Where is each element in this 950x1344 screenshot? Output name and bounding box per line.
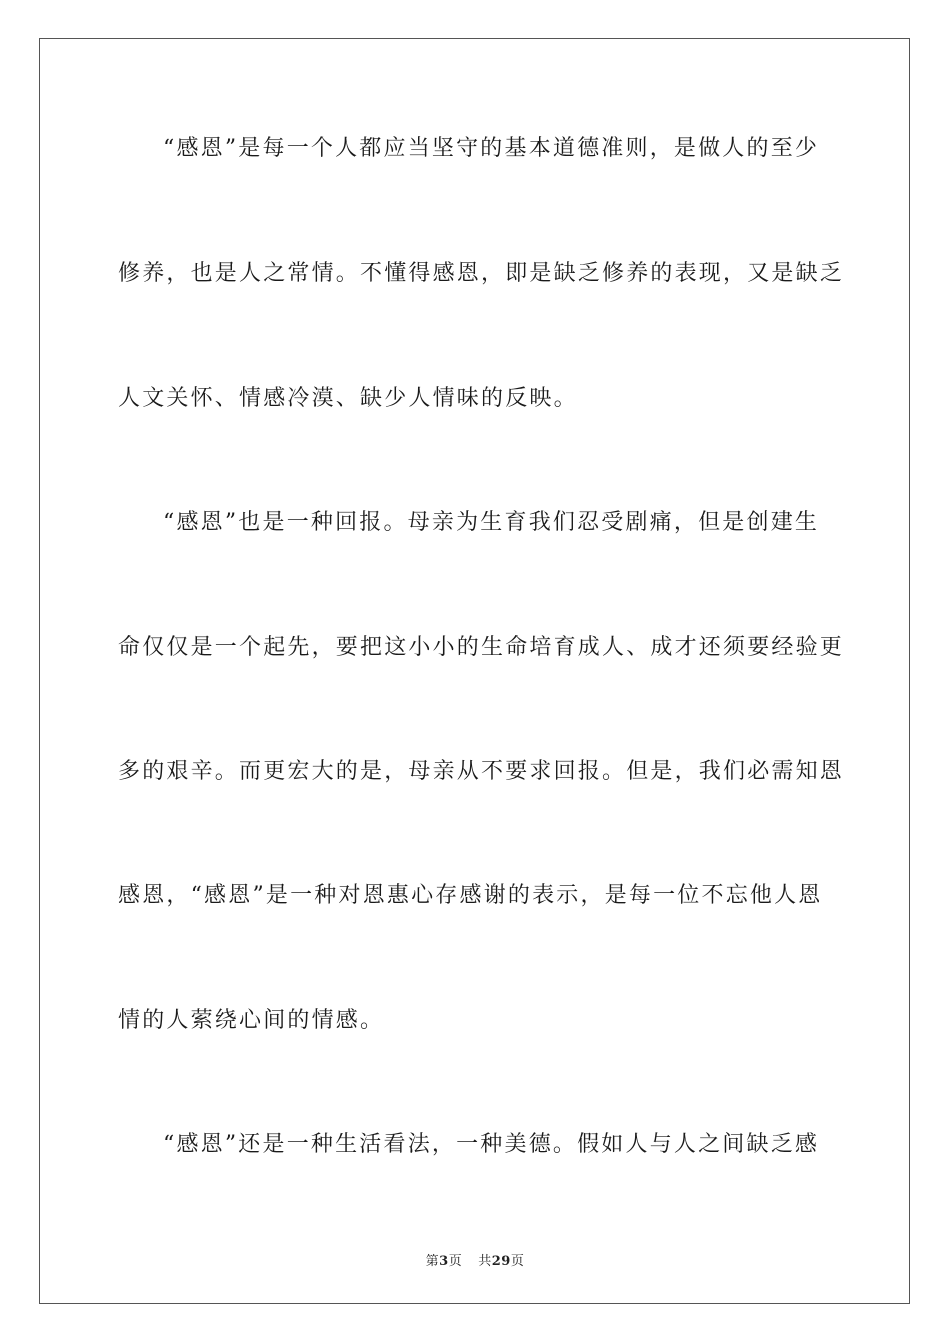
total-label-suffix: 页: [510, 1254, 525, 1269]
paragraph-1-line-3: 人文关怀、情感冷漠、缺少人情味的反映。: [118, 386, 578, 411]
total-pages-number: 29: [491, 1254, 511, 1269]
page-footer: [0, 1250, 950, 1269]
page-label-suffix: 页: [448, 1254, 463, 1269]
total-label-prefix: 共: [478, 1254, 492, 1269]
paragraph-1-line-1: “感恩”是每一个人都应当坚守的基本道德准则，是做人的至少: [163, 136, 820, 161]
paragraph-1-line-2: 修养，也是人之常情。不懂得感恩，即是缺乏修养的表现，又是缺乏: [118, 261, 845, 286]
paragraph-2-line-2: 命仅仅是一个起先，要把这小小的生命培育成人、成才还须要经验更: [118, 635, 845, 660]
page-border: [39, 38, 910, 1304]
paragraph-2-line-5: 情的人萦绕心间的情感。: [118, 1008, 385, 1033]
paragraph-2-line-1: “感恩”也是一种回报。母亲为生育我们忍受剧痛，但是创建生: [163, 510, 820, 535]
paragraph-2-line-4: 感恩，“感恩”是一种对恩惠心存感谢的表示，是每一位不忘他人恩: [118, 883, 823, 908]
page-label-prefix: 第: [425, 1254, 440, 1269]
current-page-number: 3: [439, 1254, 449, 1269]
paragraph-2-line-3: 多的艰辛。而更宏大的是，母亲从不要求回报。但是，我们必需知恩: [118, 759, 845, 784]
paragraph-3-line-1: “感恩”还是一种生活看法，一种美德。假如人与人之间缺乏感: [163, 1132, 820, 1157]
